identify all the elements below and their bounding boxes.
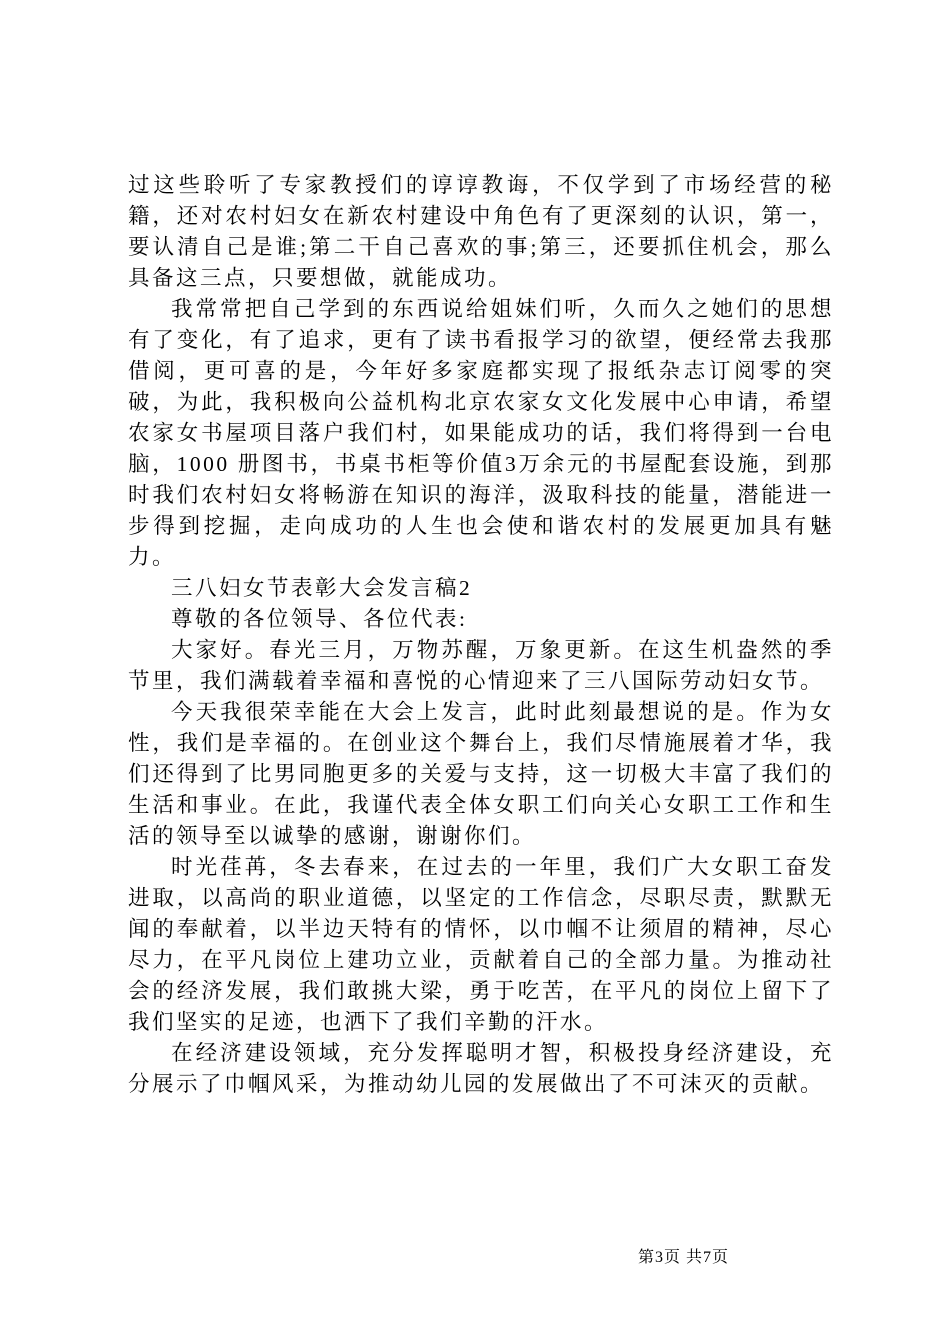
paragraph: 在经济建设领域，充分发挥聪明才智，积极投身经济建设，充分展示了巾帼风采，为推动幼儿园的发展做出了不可沫灭的贡献。 — [128, 1041, 834, 1096]
paragraph: 今天我很荣幸能在大会上发言，此时此刻最想说的是。作为女性，我们是幸福的。在创业这个舞台上，我们尽情施展着才华，我们还得到了比男同胞更多的关爱与支持，这一切极大丰富了我们的生活和事业。在此，我谨代表全体女职工们向关心女职工工作和生活的领导至以诚挚的感谢，谢谢你们。 — [128, 700, 834, 848]
paragraph: 三八妇女节表彰大会发言稿2 — [171, 576, 473, 600]
paragraph: 大家好。春光三月，万物苏醒，万象更新。在这生机盎然的季节里，我们满载着幸福和喜悦的心情迎来了三八国际劳动妇女节。 — [128, 638, 834, 693]
paragraph: 过这些聆听了专家教授们的谆谆教诲，不仅学到了市场经营的秘籍，还对农村妇女在新农村建设中角色有了更深刻的认识，第一，要认清自己是谁;第二干自己喜欢的事;第三，还要抓住机会，那么具备这三点，只要想做，就能成功。 — [128, 173, 834, 290]
page-number-label: 第3页 共7页 — [638, 1249, 730, 1266]
paragraph: 我常常把自己学到的东西说给姐妹们听，久而久之她们的思想有了变化，有了追求，更有了读书看报学习的欲望，便经常去我那借阅，更可喜的是，今年好多家庭都实现了报纸杂志订阅零的突破，为此，我积极向公益机构北京农家女文化发展中心申请，希望农家女书屋项目落户我们村，如果能成功的话，我们将得到一台电脑，1000 册图书，书桌书柜等价值3万余元的书屋配套设施，到那时我们农村妇女将畅游在知识的海洋，汲取科技的能量，潜能进一步得到挖掘，走向成功的人生也会使和谐农村的发展更加具有魅力。 — [128, 297, 834, 569]
document-body — [128, 170, 834, 1100]
paragraph: 尊敬的各位领导、各位代表: — [171, 607, 468, 631]
page-footer — [0, 1248, 950, 1268]
paragraph: 时光荏苒，冬去春来，在过去的一年里，我们广大女职工奋发进取，以高尚的职业道德，以坚定的工作信念，尽职尽责，默默无闻的奉献着，以半边天特有的情怀，以巾帼不让须眉的精神，尽心尽力，在平凡岗位上建功立业，贡献着自己的全部力量。为推动社会的经济发展，我们敢挑大梁，勇于吃苦，在平凡的岗位上留下了我们坚实的足迹，也洒下了我们辛勤的汗水。 — [128, 855, 834, 1034]
